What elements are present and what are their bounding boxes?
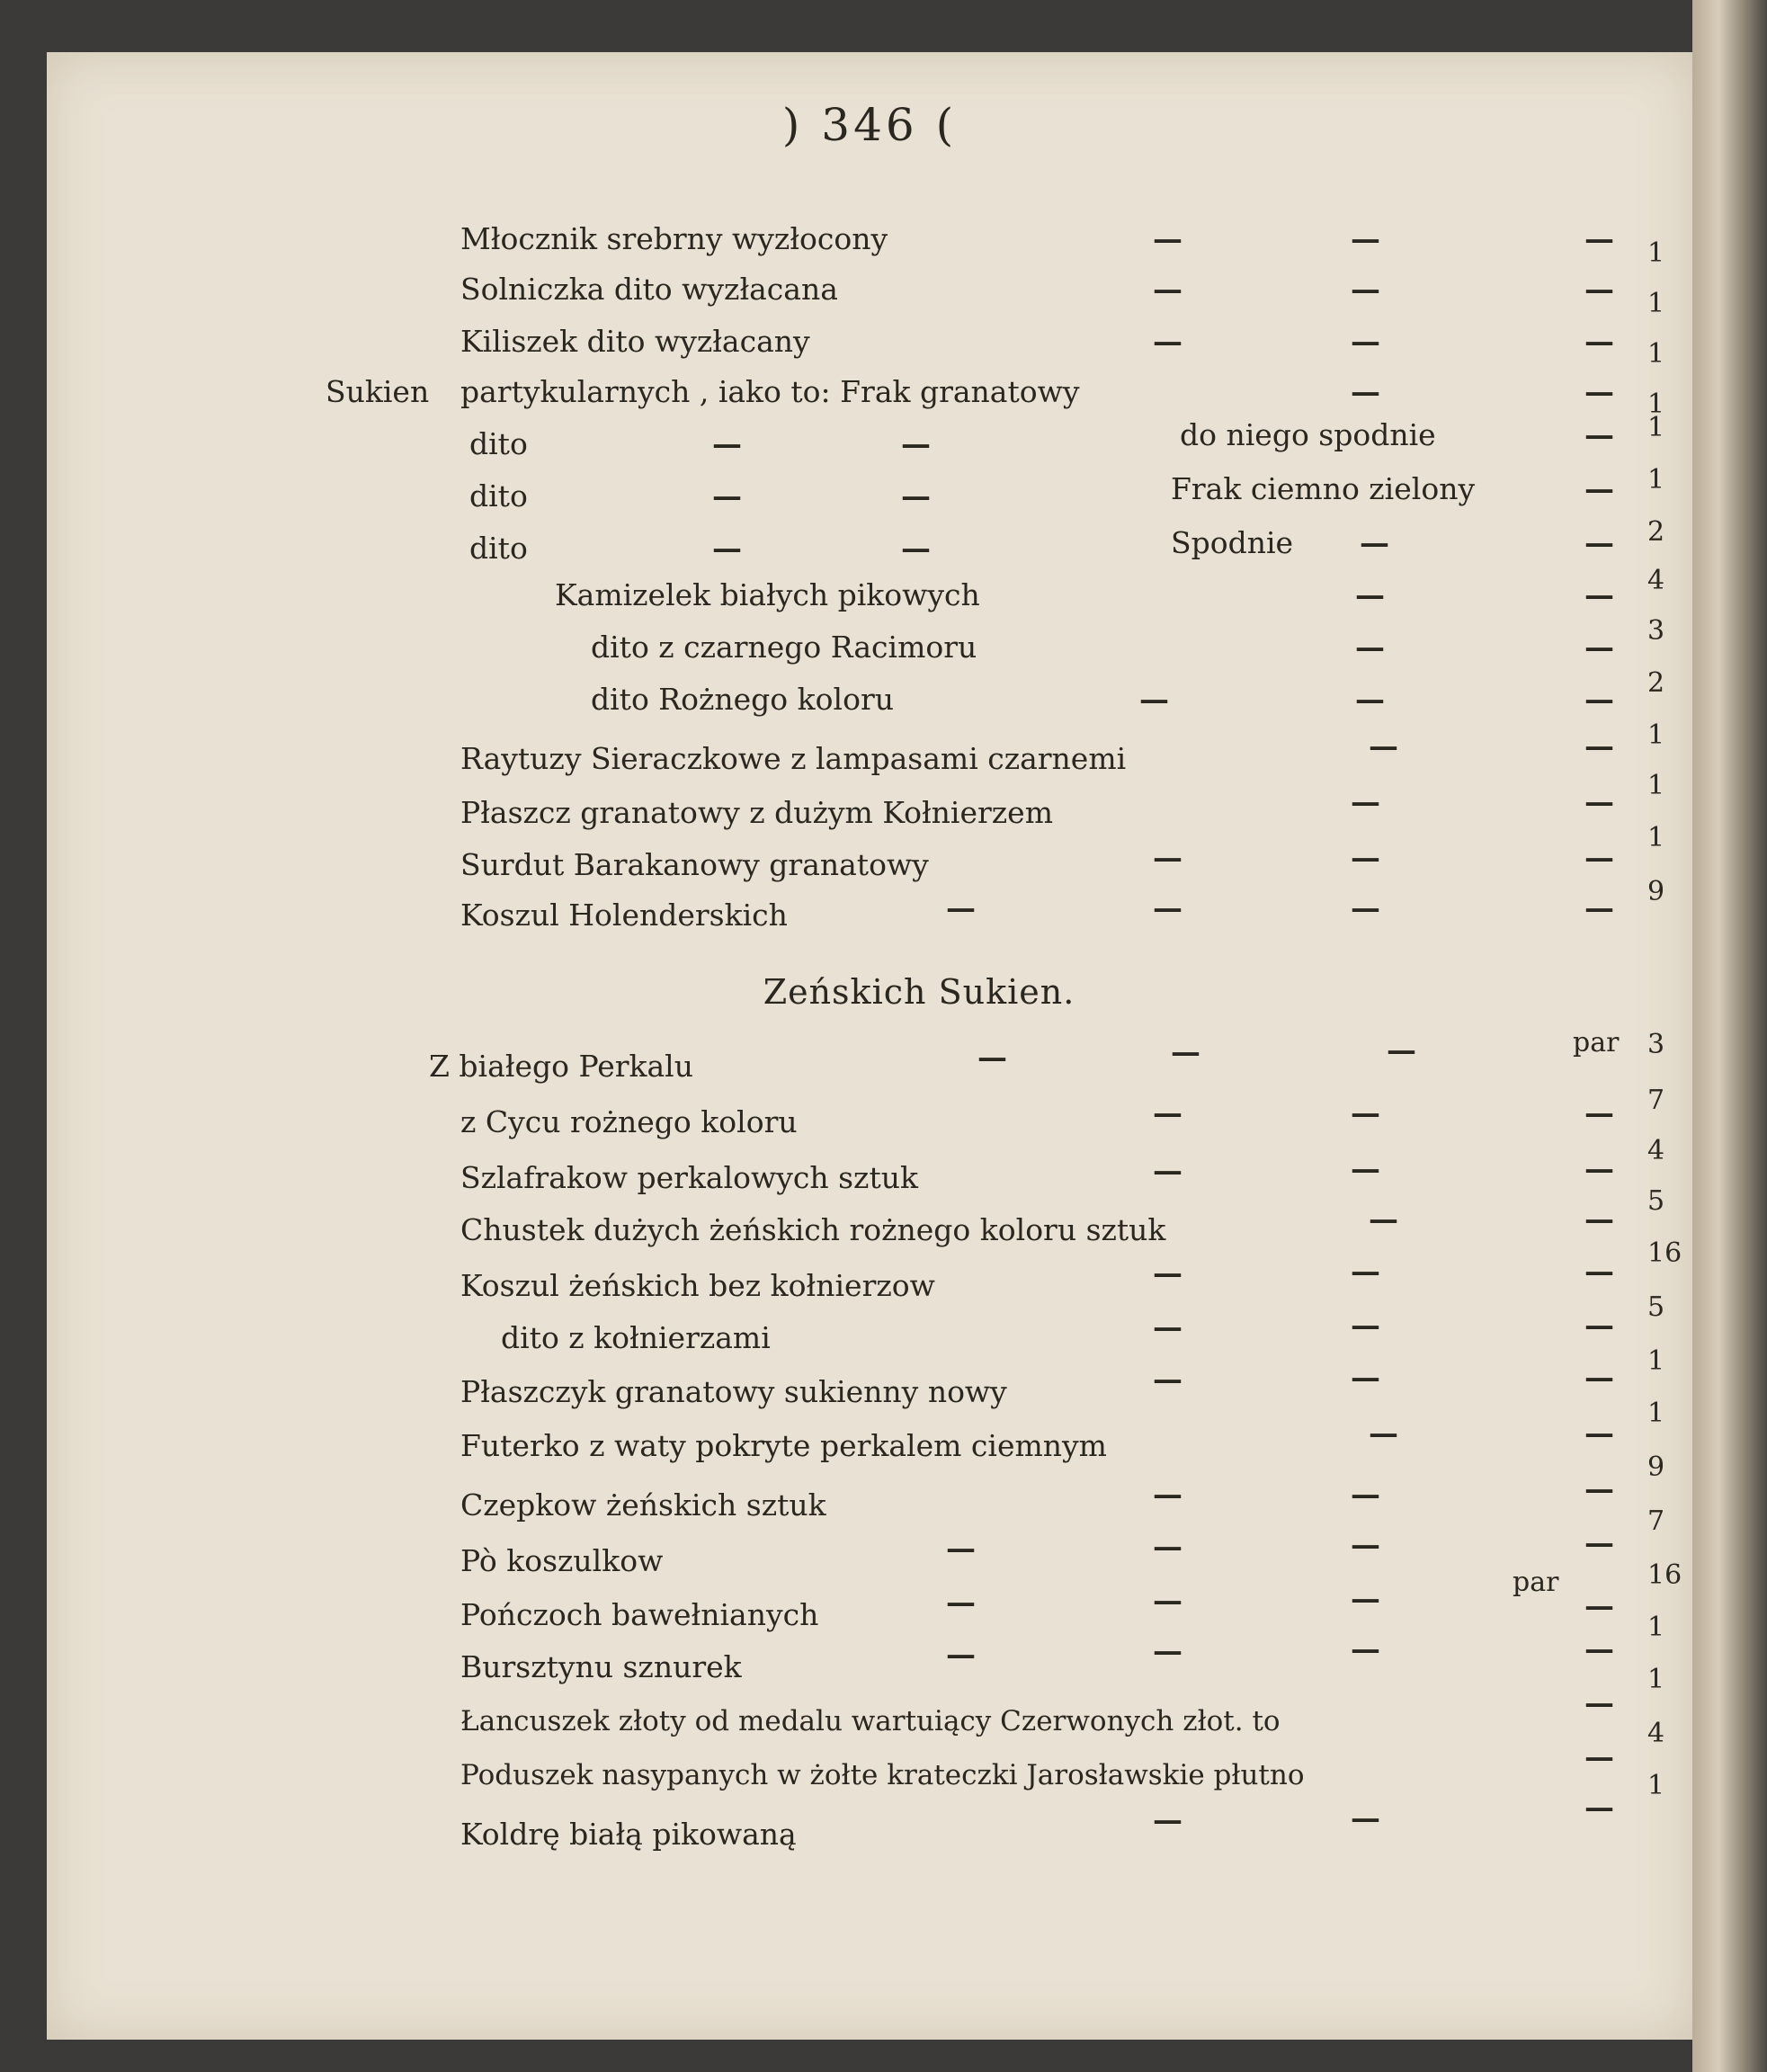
leader-dash: — — [1351, 272, 1380, 307]
item-quantity: 2 — [1647, 516, 1665, 548]
leader-dash: — — [1584, 1416, 1614, 1451]
leader-dash: — — [1153, 1255, 1182, 1291]
item-quantity-row — [47, 1185, 1692, 1221]
leader-dash: — — [946, 890, 976, 925]
leader-dash: — — [946, 1585, 976, 1620]
item-quantity: 1 — [1647, 719, 1665, 751]
leader-dash: — — [1153, 1309, 1182, 1344]
item-quantity-row — [47, 516, 1692, 552]
item-quantity: 3 — [1647, 1029, 1665, 1060]
item-label: dito — [469, 531, 528, 566]
section-heading: Zeńskich Sukien. — [763, 972, 1075, 1012]
leader-dash: — — [1153, 221, 1182, 256]
item-label: Kamizelek białych pikowych — [555, 577, 980, 612]
leader-dash: — — [1584, 890, 1614, 925]
leader-dash: — — [1351, 840, 1380, 875]
item-quantity: 1 — [1647, 237, 1665, 269]
item-sub-label: Frak ciemno zielony — [1171, 471, 1476, 506]
leader-dash: — — [1584, 1254, 1614, 1289]
leader-dash: — — [712, 478, 742, 514]
item-quantity: 4 — [1647, 565, 1665, 596]
leader-dash: — — [1153, 1153, 1182, 1188]
leader-dash: — — [1153, 1583, 1182, 1618]
leader-dash: — — [1584, 1685, 1614, 1720]
leader-dash: — — [1584, 1588, 1614, 1623]
item-quantity-row — [47, 1029, 1692, 1065]
leader-dash: — — [1351, 1581, 1380, 1616]
item-quantity: 9 — [1647, 1451, 1665, 1483]
item-quantity-row — [47, 1718, 1692, 1754]
item-label: Bursztynu sznurek — [460, 1649, 742, 1684]
item-label: dito Rożnego koloru — [591, 682, 894, 717]
leader-dash: — — [1369, 728, 1398, 764]
leader-dash: — — [1584, 221, 1614, 256]
item-label: Koldrę białą pikowaną — [460, 1817, 797, 1852]
item-quantity-row — [47, 288, 1692, 324]
page-number: ) 346 ( — [781, 99, 958, 151]
item-label: Czepkow żeńskich sztuk — [460, 1487, 826, 1523]
leader-dash: — — [1584, 682, 1614, 717]
leader-dash: — — [1584, 324, 1614, 359]
leader-dash: — — [1584, 840, 1614, 875]
list-item — [460, 1790, 1767, 1853]
item-label: Surdut Barakanowy granatowy — [460, 847, 929, 882]
leader-dash: — — [712, 531, 742, 566]
item-quantity-row — [47, 1291, 1692, 1327]
item-quantity: 1 — [1647, 288, 1665, 319]
leader-dash: — — [1584, 272, 1614, 307]
item-quantity: 2 — [1647, 667, 1665, 699]
item-quantity: 1 — [1647, 770, 1665, 801]
leader-dash: — — [1139, 682, 1169, 717]
leader-dash: — — [1584, 525, 1614, 560]
leader-dash: — — [1351, 1800, 1380, 1835]
leader-dash: — — [1153, 1633, 1182, 1668]
leader-dash: — — [1351, 1308, 1380, 1343]
leader-dash: — — [1351, 1254, 1380, 1289]
item-label: dito — [469, 478, 528, 514]
item-quantity: 1 — [1647, 1345, 1665, 1377]
leader-dash: — — [1153, 1362, 1182, 1397]
leader-dash: — — [1351, 784, 1380, 819]
leader-dash: — — [1355, 682, 1385, 717]
item-quantity-row — [47, 1345, 1692, 1381]
item-quantity: 7 — [1647, 1085, 1665, 1116]
leader-dash: — — [1584, 417, 1614, 452]
item-label: dito z kołnierzami — [501, 1320, 771, 1355]
leader-dash: — — [1351, 1360, 1380, 1395]
leader-dash: — — [1351, 221, 1380, 256]
item-quantity: 4 — [1647, 1135, 1665, 1166]
item-quantity: 1 — [1647, 1770, 1665, 1801]
item-quantity: 1 — [1647, 1664, 1665, 1695]
leader-dash: — — [1351, 374, 1380, 409]
item-quantity: 5 — [1647, 1291, 1665, 1323]
leader-dash: — — [1369, 1201, 1398, 1237]
item-quantity: 1 — [1647, 338, 1665, 370]
item-label: Koszul Holenderskich — [460, 898, 788, 933]
item-quantity-row — [47, 1398, 1692, 1433]
leader-dash: — — [1584, 577, 1614, 612]
item-quantity-row — [47, 565, 1692, 601]
item-label: Pò koszulkow — [460, 1543, 664, 1578]
leader-dash: — — [1351, 890, 1380, 925]
item-label: Z białego Perkalu — [429, 1049, 693, 1084]
item-quantity-row — [47, 719, 1692, 755]
item-label: dito — [469, 426, 528, 461]
leader-dash: — — [1387, 1032, 1416, 1067]
item-label: Solniczka dito wyzłacana — [460, 272, 838, 307]
item-label: Futerko z waty pokryte perkalem ciemnym — [460, 1428, 1107, 1463]
leader-dash: — — [1351, 1527, 1380, 1562]
item-label: Płaszczyk granatowy sukienny nowy — [460, 1374, 1007, 1409]
item-sub-label: Spodnie — [1171, 525, 1294, 560]
item-quantity: 16 — [1647, 1559, 1682, 1591]
item-quantity: 1 — [1647, 822, 1665, 853]
item-quantity-row — [47, 338, 1692, 374]
leader-dash: — — [977, 1040, 1007, 1075]
item-quantity: 1 — [1647, 1398, 1665, 1429]
leader-dash: — — [1584, 1308, 1614, 1343]
leader-dash: — — [1351, 1151, 1380, 1186]
item-label: dito z czarnego Racimoru — [591, 630, 977, 665]
item-quantity-row — [47, 1451, 1692, 1487]
item-label: Poduszek nasypanych w żołte krateczki Jarosławskie płutno — [460, 1759, 1305, 1791]
item-label: Chustek dużych żeńskich rożnego koloru sztuk — [460, 1212, 1166, 1247]
leader-dash: — — [1584, 1525, 1614, 1560]
leader-dash: — — [1584, 1739, 1614, 1774]
leader-dash: — — [1584, 1095, 1614, 1130]
item-label: z Cycu rożnego koloru — [460, 1104, 798, 1139]
leader-dash: — — [1584, 374, 1614, 409]
leader-dash: — — [1153, 1802, 1182, 1837]
item-sub-label: do niego spodnie — [1180, 417, 1436, 452]
leader-dash: — — [901, 531, 931, 566]
leader-dash: — — [1351, 324, 1380, 359]
item-label: Kiliszek dito wyzłacany — [460, 324, 810, 359]
item-quantity: 7 — [1647, 1505, 1665, 1537]
item-label: partykularnych , iako to: Frak granatowy — [460, 374, 1080, 409]
item-prefix: Sukien — [326, 374, 430, 409]
item-quantity-row — [47, 1664, 1692, 1700]
leader-dash: — — [1584, 1201, 1614, 1237]
leader-dash: — — [1584, 630, 1614, 665]
leader-dash: — — [901, 478, 931, 514]
item-quantity-row — [47, 464, 1692, 500]
leader-dash: — — [1584, 471, 1614, 506]
item-quantity-row — [47, 876, 1692, 912]
leader-dash: — — [1369, 1416, 1398, 1451]
item-quantity-row — [47, 1559, 1692, 1598]
leader-dash: — — [946, 1531, 976, 1566]
item-quantity-row — [47, 667, 1692, 703]
leader-dash: — — [1584, 1790, 1614, 1825]
leader-dash: — — [1355, 630, 1385, 665]
leader-dash: — — [712, 426, 742, 461]
leader-dash: — — [1584, 1360, 1614, 1395]
leader-dash: — — [1584, 1631, 1614, 1666]
item-quantity-row — [47, 1237, 1692, 1273]
item-quantity: 9 — [1647, 876, 1665, 907]
item-quantity-row — [47, 1770, 1692, 1806]
leader-dash: — — [1355, 577, 1385, 612]
leader-dash: — — [1153, 1477, 1182, 1512]
leader-dash: — — [1153, 1529, 1182, 1564]
item-label: Łancuszek złoty od medalu wartuiący Czerwonych złot. to — [460, 1705, 1281, 1737]
item-quantity-row — [47, 412, 1692, 448]
book-binding-edge — [1692, 0, 1767, 2072]
item-quantity: 1 — [1647, 464, 1665, 496]
leader-dash: — — [1153, 840, 1182, 875]
item-label: Szlafrakow perkalowych sztuk — [460, 1160, 918, 1195]
item-quantity: 3 — [1647, 615, 1665, 647]
item-label: Młocznik srebrny wyzłocony — [460, 221, 888, 256]
item-label: Koszul żeńskich bez kołnierzow — [460, 1268, 935, 1303]
item-quantity-row — [47, 615, 1692, 651]
item-label: Płaszcz granatowy z dużym Kołnierzem — [460, 795, 1053, 830]
leader-dash: — — [1153, 890, 1182, 925]
item-quantity: 1 — [1647, 412, 1665, 443]
leader-dash: — — [1153, 324, 1182, 359]
item-quantity-row — [47, 1612, 1692, 1648]
leader-dash: — — [1351, 1477, 1380, 1512]
leader-dash: — — [1584, 784, 1614, 819]
leader-dash: — — [1351, 1631, 1380, 1666]
item-label: Pończoch bawełnianych — [460, 1597, 819, 1632]
item-unit: par — [1513, 1567, 1559, 1598]
leader-dash: — — [1584, 1151, 1614, 1186]
leader-dash: — — [1360, 525, 1389, 560]
item-unit: par — [1573, 1027, 1620, 1058]
item-quantity-row — [47, 822, 1692, 858]
item-quantity: 1 — [1647, 1612, 1665, 1643]
item-quantity-row — [47, 770, 1692, 806]
item-quantity-row — [47, 1505, 1692, 1541]
leader-dash: — — [1153, 272, 1182, 307]
document-page — [47, 52, 1692, 2040]
leader-dash: — — [1584, 728, 1614, 764]
item-quantity-row — [47, 1135, 1692, 1171]
leader-dash: — — [1584, 1471, 1614, 1506]
leader-dash: — — [1351, 1095, 1380, 1130]
item-quantity: 16 — [1647, 1237, 1682, 1269]
item-quantity-row — [47, 1085, 1692, 1121]
item-label: Raytuzy Sieraczkowe z lampasami czarnemi — [460, 741, 1127, 776]
leader-dash: — — [901, 426, 931, 461]
item-quantity: 5 — [1647, 1185, 1665, 1217]
leader-dash: — — [1153, 1095, 1182, 1130]
leader-dash: — — [946, 1637, 976, 1672]
item-quantity: 1 — [1647, 388, 1665, 420]
leader-dash: — — [1171, 1034, 1200, 1069]
item-quantity: 4 — [1647, 1718, 1665, 1749]
item-quantity-row — [47, 237, 1692, 273]
